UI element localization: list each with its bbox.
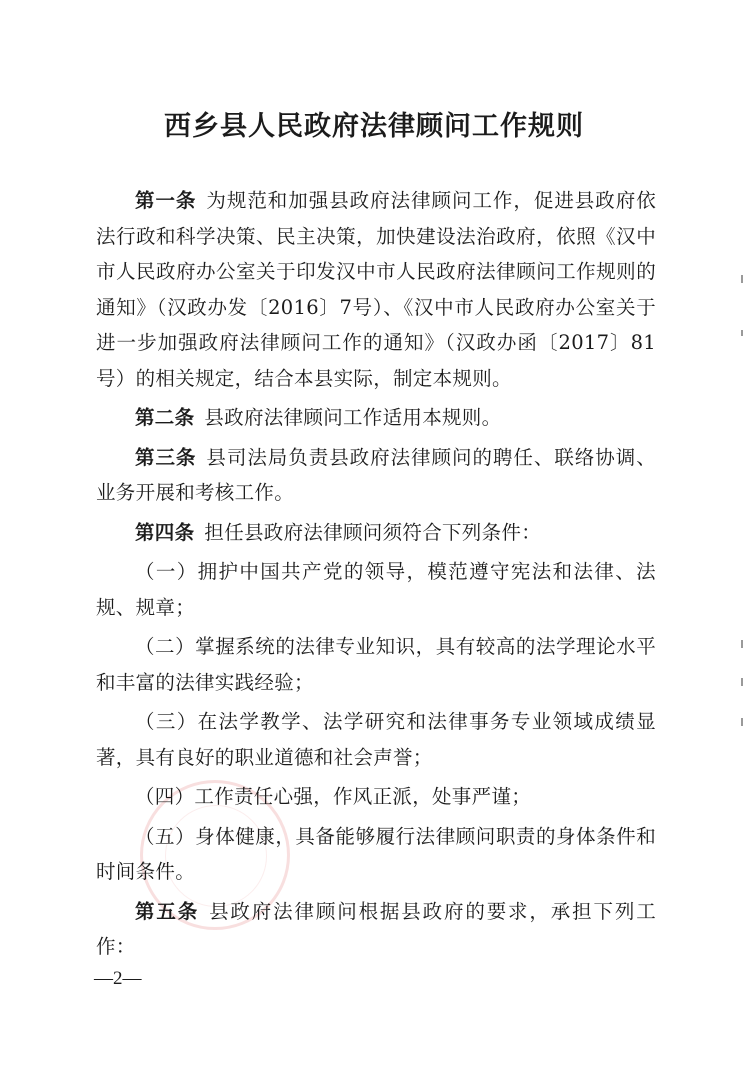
scan-edge-mark	[741, 678, 743, 686]
article-3-label: 第三条	[135, 445, 197, 469]
article-5	[96, 894, 656, 965]
article-2	[96, 400, 656, 436]
document-body	[96, 183, 656, 969]
page-number: —2—	[94, 968, 142, 989]
article-5-label: 第五条	[135, 899, 200, 923]
article-4	[96, 515, 656, 551]
condition-item: （五）身体健康，具备能够履行法律顾问职责的身体条件和时间条件。	[96, 824, 656, 883]
article-4-label: 第四条	[135, 520, 195, 544]
article-2-text: 县政府法律顾问工作适用本规则。	[204, 406, 502, 429]
article-2-label: 第二条	[135, 406, 195, 429]
article-1-text: 为规范和加强县政府法律顾问工作，促进县政府依法行政和科学决策、民主决策，加快建设法治政府，依照《汉中市人民政府办公室关于印发汉中市人民政府法律顾问工作规则的通知》（汉政办发〔2016〕7号）、《汉中市人民政府办公室关于进一步加强政府法律顾问工作的通知》（汉政办函〔2017〕81号）的相关规定，结合本县实际，制定本规则。	[96, 189, 656, 390]
article-3	[96, 440, 656, 511]
article-5-text: 县政府法律顾问根据县政府的要求，承担下列工作：	[96, 899, 656, 958]
article-1-label: 第一条	[135, 189, 197, 212]
document-title: 西乡县人民政府法律顾问工作规则	[164, 111, 584, 142]
condition-item: （四）工作责任心强，作风正派，处事严谨；	[135, 785, 532, 808]
scan-edge-mark	[741, 718, 743, 726]
scan-edge-mark	[741, 275, 743, 283]
condition-item: （一）拥护中国共产党的领导，模范遵守宪法和法律、法规、规章；	[96, 560, 656, 619]
article-3-text: 县司法局负责县政府法律顾问的聘任、联络协调、业务开展和考核工作。	[96, 445, 656, 504]
condition-item: （三）在法学教学、法学研究和法律事务专业领域成绩显著，具有良好的职业道德和社会声誉；	[96, 710, 656, 769]
condition-item: （二）掌握系统的法律专业知识，具有较高的法学理论水平和丰富的法律实践经验；	[96, 635, 656, 694]
article-1	[96, 183, 656, 396]
article-4-text: 担任县政府法律顾问须符合下列条件：	[204, 520, 542, 544]
scan-edge-mark	[741, 640, 743, 648]
scan-edge-mark	[741, 330, 743, 336]
